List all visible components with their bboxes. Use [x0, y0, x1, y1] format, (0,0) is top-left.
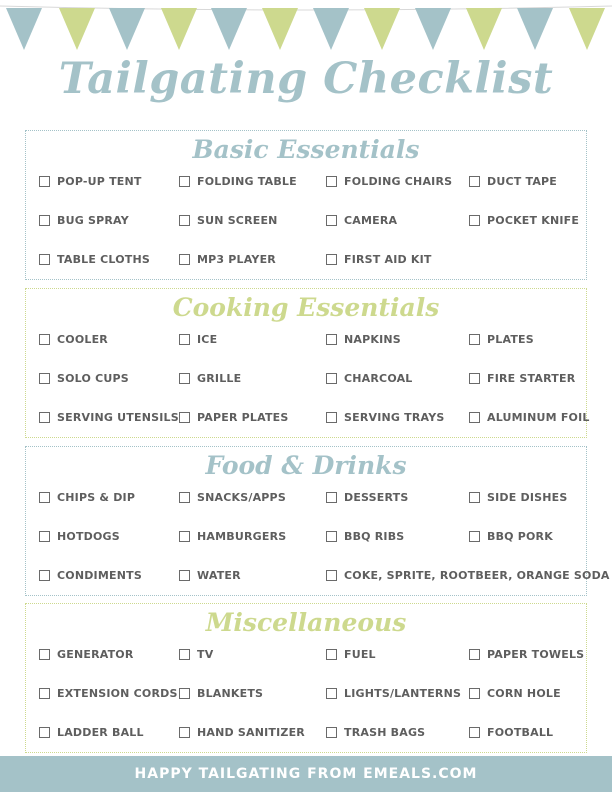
section-title: Cooking Essentials: [172, 293, 440, 322]
checkbox[interactable]: [326, 334, 337, 345]
checkbox[interactable]: [39, 649, 50, 660]
checkbox[interactable]: [39, 254, 50, 265]
checklist-item[interactable]: [179, 530, 286, 543]
section-basic-essentials: [25, 130, 587, 280]
checklist-item[interactable]: [469, 648, 584, 661]
checklist-item-label: CONDIMENTS: [57, 569, 142, 582]
checkbox[interactable]: [179, 176, 190, 187]
checklist-item[interactable]: [39, 530, 120, 543]
checkbox[interactable]: [469, 649, 480, 660]
checklist-item-label: BBQ RIBS: [344, 530, 405, 543]
section-cooking-essentials: [25, 288, 590, 438]
checklist-item[interactable]: [179, 569, 241, 582]
checkbox[interactable]: [179, 492, 190, 503]
checklist-item-label: BUG SPRAY: [57, 214, 129, 227]
checkbox[interactable]: [326, 570, 337, 581]
checklist-item[interactable]: [39, 491, 135, 504]
checklist-item-label: FUEL: [344, 648, 376, 661]
section-miscellaneous: [25, 603, 587, 753]
section-title: Miscellaneous: [205, 608, 407, 637]
checklist-item-label: ALUMINUM FOIL: [487, 411, 590, 424]
checklist-item-label: GENERATOR: [57, 648, 134, 661]
checklist-item-label: BBQ PORK: [487, 530, 553, 543]
checkbox[interactable]: [469, 334, 480, 345]
checklist-items: [26, 131, 586, 279]
checklist-item[interactable]: [179, 372, 241, 385]
checkbox[interactable]: [179, 215, 190, 226]
checkbox[interactable]: [469, 492, 480, 503]
bunting-banner: [0, 0, 612, 60]
checklist-item-label: FOLDING CHAIRS: [344, 175, 453, 188]
checklist-item-label: HOTDOGS: [57, 530, 120, 543]
checkbox[interactable]: [179, 373, 190, 384]
checkbox[interactable]: [39, 176, 50, 187]
checklist-item-label: SERVING UTENSILS: [57, 411, 179, 424]
checkbox[interactable]: [326, 727, 337, 738]
bunting-flag: [59, 8, 95, 50]
checklist-item-label: TRASH BAGS: [344, 726, 426, 739]
checklist-item-label: LIGHTS/LANTERNS: [344, 687, 462, 700]
bunting-flag: [569, 8, 605, 50]
checklist-item-label: CHARCOAL: [344, 372, 413, 385]
bunting-flag: [313, 8, 349, 50]
checklist-item-label: FOOTBALL: [487, 726, 554, 739]
checkbox[interactable]: [326, 176, 337, 187]
checkbox[interactable]: [326, 254, 337, 265]
checklist-item-label: SUN SCREEN: [197, 214, 278, 227]
checkbox[interactable]: [469, 412, 480, 423]
section-title: Basic Essentials: [192, 135, 420, 164]
checklist-item[interactable]: [326, 491, 409, 504]
checkbox[interactable]: [39, 492, 50, 503]
checkbox[interactable]: [179, 688, 190, 699]
checklist-item[interactable]: [179, 648, 213, 661]
footer-banner: [0, 756, 612, 792]
checklist-item-label: HAND SANITIZER: [197, 726, 305, 739]
section-title: Food & Drinks: [205, 451, 407, 480]
checklist-item[interactable]: [326, 648, 376, 661]
checklist-item-label: PLATES: [487, 333, 534, 346]
checklist-item[interactable]: [469, 175, 557, 188]
checklist-item[interactable]: [469, 372, 575, 385]
checklist-item-label: SOLO CUPS: [57, 372, 129, 385]
checklist-item[interactable]: [179, 175, 297, 188]
checklist-item-label: TV: [197, 648, 214, 661]
checklist-item[interactable]: [469, 530, 553, 543]
checklist-item-label: DUCT TAPE: [487, 175, 558, 188]
checklist-item[interactable]: [179, 411, 289, 424]
checklist-item[interactable]: [179, 726, 305, 739]
checkbox[interactable]: [469, 688, 480, 699]
bunting-flag: [364, 8, 400, 50]
checklist-item-label: MP3 PLAYER: [197, 253, 276, 266]
checkbox[interactable]: [179, 531, 190, 542]
checklist-item[interactable]: [39, 687, 178, 700]
checklist-item[interactable]: [326, 569, 610, 582]
checkbox[interactable]: [39, 412, 50, 423]
checklist-item[interactable]: [39, 726, 144, 739]
checklist-item-label: FOLDING TABLE: [197, 175, 297, 188]
checklist-items: [26, 604, 586, 752]
checklist-item-label: WATER: [197, 569, 241, 582]
checkbox[interactable]: [39, 215, 50, 226]
checkbox[interactable]: [39, 334, 50, 345]
bunting-flag: [415, 8, 451, 50]
checkbox[interactable]: [179, 334, 190, 345]
checklist-item-label: GRILLE: [197, 372, 242, 385]
checkbox[interactable]: [179, 570, 190, 581]
checklist-item[interactable]: [326, 333, 401, 346]
checklist-items: [26, 289, 590, 437]
checklist-item[interactable]: [39, 214, 129, 227]
checklist-item[interactable]: [179, 687, 263, 700]
checkbox[interactable]: [179, 727, 190, 738]
checkbox[interactable]: [326, 215, 337, 226]
checklist-item-label: SNACKS/APPS: [197, 491, 286, 504]
bunting-flag: [6, 8, 42, 50]
checklist-item-label: CAMERA: [344, 214, 398, 227]
checklist-item-label: FIRST AID KIT: [344, 253, 432, 266]
checkbox[interactable]: [179, 254, 190, 265]
checklist-item-label: EXTENSION CORDS: [57, 687, 178, 700]
checklist-item[interactable]: [326, 726, 425, 739]
checklist-item[interactable]: [326, 253, 432, 266]
checkbox[interactable]: [39, 531, 50, 542]
checklist-item[interactable]: [39, 253, 150, 266]
checkbox[interactable]: [469, 727, 480, 738]
checklist-item[interactable]: [469, 687, 561, 700]
checklist-item[interactable]: [469, 333, 534, 346]
bunting-flag: [161, 8, 197, 50]
checkbox[interactable]: [39, 570, 50, 581]
bunting-flag: [517, 8, 553, 50]
bunting-flag: [262, 8, 298, 50]
checklist-item[interactable]: [326, 411, 445, 424]
checkbox[interactable]: [469, 373, 480, 384]
checklist-item-label: COKE, SPRITE, ROOTBEER, ORANGE SODA: [344, 569, 610, 582]
checklist-item-label: PAPER TOWELS: [487, 648, 585, 661]
checklist-item-label: POP-UP TENT: [57, 175, 142, 188]
checklist-item-label: PAPER PLATES: [197, 411, 289, 424]
checklist-item-label: CORN HOLE: [487, 687, 561, 700]
checklist-item[interactable]: [179, 253, 276, 266]
checklist-item-label: BLANKETS: [197, 687, 264, 700]
checklist-item-label: SIDE DISHES: [487, 491, 568, 504]
checklist-item-label: SERVING TRAYS: [344, 411, 445, 424]
checkbox[interactable]: [469, 176, 480, 187]
checklist-item-label: NAPKINS: [344, 333, 401, 346]
page-title: Tailgating Checklist: [58, 54, 554, 104]
checklist-items: [26, 447, 610, 595]
checklist-item[interactable]: [39, 333, 108, 346]
section-food-drinks: [25, 446, 610, 596]
checklist-item-label: HAMBURGERS: [197, 530, 287, 543]
checklist-item-label: COOLER: [57, 333, 108, 346]
checkbox[interactable]: [469, 215, 480, 226]
bunting-flag: [109, 8, 145, 50]
checklist-item[interactable]: [469, 491, 567, 504]
checkbox[interactable]: [326, 373, 337, 384]
checklist-item[interactable]: [469, 214, 579, 227]
bunting-flag: [466, 8, 502, 50]
checklist-item[interactable]: [469, 411, 590, 424]
checklist-item[interactable]: [326, 214, 397, 227]
checkbox[interactable]: [39, 373, 50, 384]
checklist-item[interactable]: [39, 175, 142, 188]
checkbox[interactable]: [326, 492, 337, 503]
checklist-item[interactable]: [179, 491, 286, 504]
checklist-item[interactable]: [326, 687, 461, 700]
checklist-item[interactable]: [39, 411, 179, 424]
checkbox[interactable]: [179, 412, 190, 423]
checklist-item[interactable]: [326, 530, 404, 543]
checklist-item[interactable]: [39, 569, 142, 582]
checklist-item-label: FIRE STARTER: [487, 372, 576, 385]
checkbox[interactable]: [39, 727, 50, 738]
checklist-item[interactable]: [179, 333, 217, 346]
checkbox[interactable]: [39, 688, 50, 699]
checkbox[interactable]: [326, 649, 337, 660]
footer-text: HAPPY TAILGATING FROM EMEALS.COM: [134, 766, 478, 782]
checklist-item[interactable]: [326, 372, 413, 385]
checklist-item-label: ICE: [197, 333, 218, 346]
bunting-flag: [211, 8, 247, 50]
checkbox[interactable]: [179, 649, 190, 660]
checklist-item[interactable]: [326, 175, 452, 188]
checklist-item[interactable]: [469, 726, 553, 739]
checklist-item-label: POCKET KNIFE: [487, 214, 580, 227]
checklist-item-label: LADDER BALL: [57, 726, 144, 739]
checklist-item[interactable]: [39, 648, 134, 661]
checkbox[interactable]: [326, 531, 337, 542]
checklist-item-label: DESSERTS: [344, 491, 409, 504]
checkbox[interactable]: [469, 531, 480, 542]
checklist-item[interactable]: [39, 372, 129, 385]
checklist-item[interactable]: [179, 214, 278, 227]
checklist-item-label: TABLE CLOTHS: [57, 253, 150, 266]
checkbox[interactable]: [326, 412, 337, 423]
checkbox[interactable]: [326, 688, 337, 699]
checklist-item-label: CHIPS & DIP: [57, 491, 136, 504]
